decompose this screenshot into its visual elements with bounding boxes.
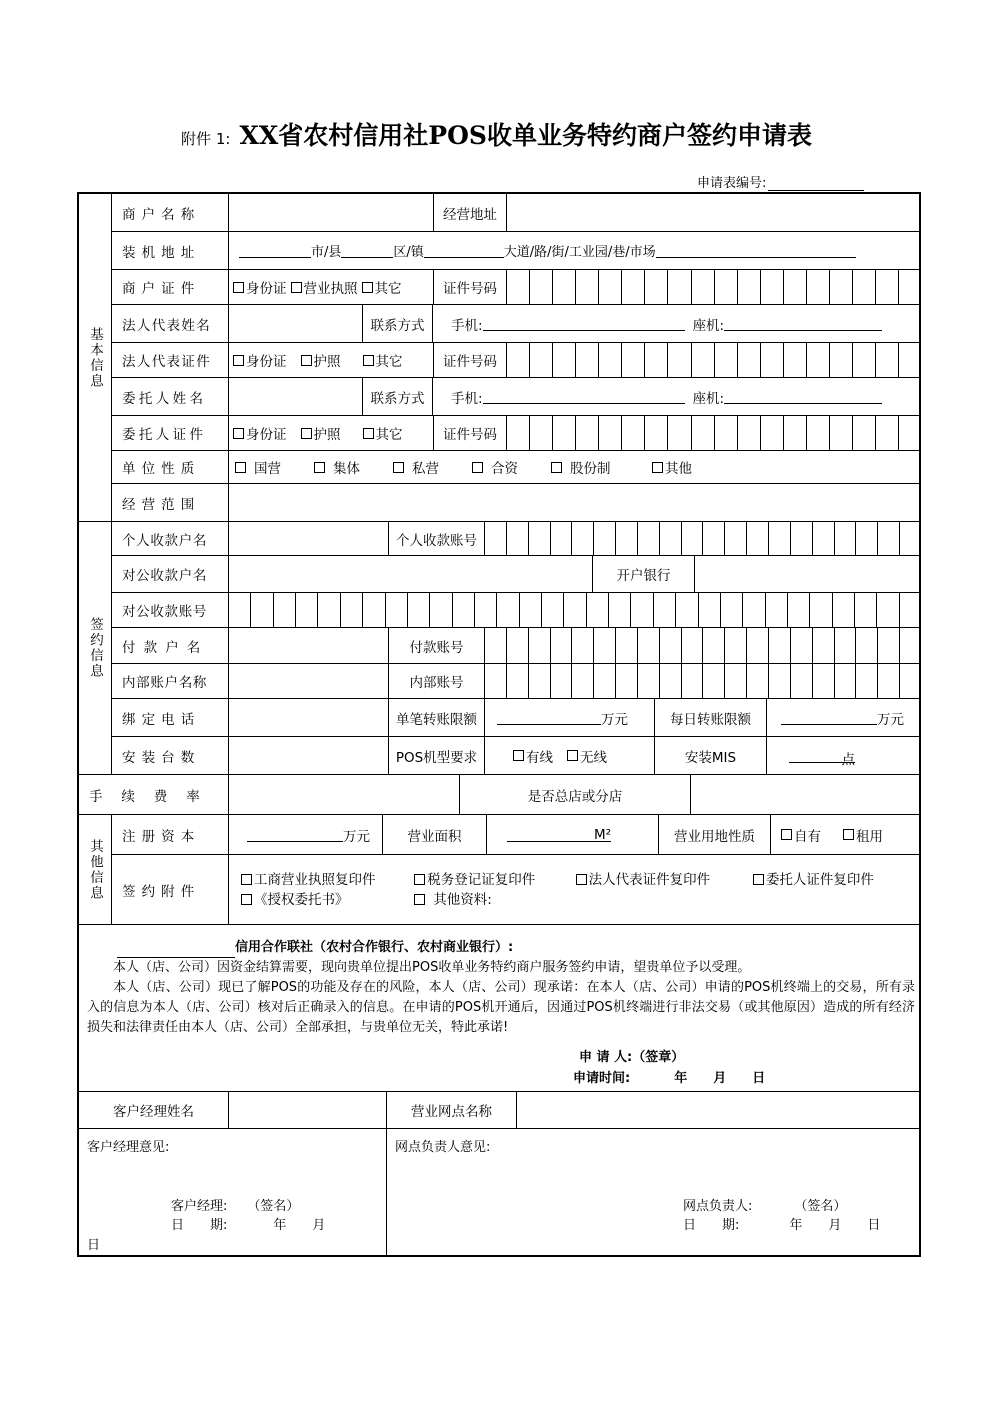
- checkbox-icon[interactable]: [233, 282, 244, 293]
- branch-name-label: 营业网点名称: [387, 1092, 517, 1129]
- option-id-card: 身份证: [246, 281, 287, 297]
- option-authorization: 《授权委托书》: [254, 891, 349, 908]
- road-label: 大道/路/街/工业园/巷/市场: [503, 245, 656, 260]
- addressee-text: 信用合作联社（农村合作银行、农村商业银行）:: [235, 940, 514, 955]
- agent-contact-label: 联系方式: [363, 378, 433, 416]
- checkbox-icon[interactable]: [567, 750, 578, 761]
- option-legal-copy: 法人代表证件复印件: [588, 871, 711, 888]
- hq-label: 是否总店或分店: [460, 775, 691, 815]
- point-unit: 点: [841, 752, 855, 768]
- agent-cert-label: 委托人证件: [112, 416, 229, 451]
- internal-acct-label: 内部账号: [389, 664, 485, 699]
- cert-no-grid[interactable]: [507, 416, 921, 451]
- option-other: 其他: [665, 461, 692, 477]
- branch-date-line: [683, 1214, 880, 1233]
- branch-sign-line: [683, 1195, 846, 1214]
- legal-name-label: 法人代表姓名: [112, 305, 229, 343]
- mobile-label: 手机:: [451, 390, 483, 407]
- option-license-copy: 工商营业执照复印件: [254, 871, 376, 888]
- daily-limit-label: 每日转账限额: [655, 699, 767, 737]
- unit-label: 万元: [343, 828, 370, 845]
- internal-name-label: 内部账户名称: [112, 664, 229, 699]
- option-id-card: 身份证: [246, 354, 287, 370]
- install-count-label: 安装台数: [112, 737, 229, 775]
- branch-opinion-label: 网点负责人意见:: [395, 1140, 491, 1155]
- biz-scope-field[interactable]: [229, 484, 921, 522]
- hq-field[interactable]: [691, 775, 921, 815]
- internal-acct-grid[interactable]: [485, 664, 921, 699]
- reg-capital-label: 注册资本: [112, 815, 229, 855]
- statement-addressee: [87, 938, 915, 958]
- option-collective: 集体: [333, 461, 360, 477]
- daily-limit-field[interactable]: [767, 699, 921, 737]
- manager-name-field[interactable]: [229, 1092, 387, 1129]
- option-rent: 租用: [856, 828, 883, 845]
- checkbox-icon[interactable]: [363, 355, 374, 366]
- option-joint: 合资: [491, 461, 518, 477]
- date-field[interactable]: 年 月 日: [789, 1218, 881, 1233]
- manager-date-day: 日: [87, 1238, 101, 1253]
- landline-label: 座机:: [692, 317, 725, 334]
- checkbox-icon[interactable]: [291, 282, 302, 293]
- checkbox-icon[interactable]: [233, 428, 244, 439]
- checkbox-icon[interactable]: [753, 874, 764, 885]
- biz-address-field[interactable]: [507, 194, 921, 232]
- legal-name-field[interactable]: [229, 305, 363, 343]
- personal-acct-label: 个人收款账号: [389, 522, 485, 556]
- checkbox-icon[interactable]: [414, 894, 425, 905]
- checkbox-icon[interactable]: [233, 355, 244, 366]
- section-other: 其他信息: [79, 815, 112, 925]
- apply-time: [573, 1067, 765, 1086]
- mobile-label: 手机:: [451, 317, 483, 334]
- personal-name-label: 个人收款户名: [112, 522, 229, 556]
- install-mis-field[interactable]: [767, 737, 921, 775]
- manager-date-line: [171, 1214, 325, 1233]
- option-other: 其它: [374, 281, 402, 297]
- section-basic: 基本信息: [79, 194, 112, 522]
- checkbox-icon[interactable]: [652, 462, 663, 473]
- cert-no-grid[interactable]: [507, 270, 921, 305]
- checkbox-icon[interactable]: [393, 462, 404, 473]
- checkbox-icon[interactable]: [301, 428, 312, 439]
- fee-field[interactable]: [229, 775, 460, 815]
- checkbox-icon[interactable]: [513, 750, 524, 761]
- application-number-field[interactable]: [768, 176, 864, 191]
- agent-contact-field[interactable]: [433, 378, 921, 416]
- checkbox-icon[interactable]: [235, 462, 246, 473]
- application-form: [77, 192, 921, 1257]
- cert-no-label: 证件号码: [434, 416, 507, 451]
- sign-note: （签名）: [794, 1199, 847, 1214]
- checkbox-icon[interactable]: [363, 428, 374, 439]
- checkbox-icon[interactable]: [241, 894, 252, 905]
- payer-acct-grid[interactable]: [485, 628, 921, 664]
- install-mis-label: 安装MIS: [655, 737, 767, 775]
- legal-cert-options[interactable]: [229, 343, 434, 378]
- biz-scope-label: 经营范围: [112, 484, 229, 522]
- option-state: 国营: [254, 461, 281, 477]
- reg-capital-field[interactable]: [229, 815, 383, 855]
- option-shareholding: 股份制: [570, 461, 611, 477]
- option-passport: 护照: [313, 354, 341, 370]
- pos-type-label: POS机型要求: [389, 737, 485, 775]
- install-address-field[interactable]: [229, 232, 921, 270]
- application-number-label: 申请表编号:: [697, 176, 767, 191]
- corp-name-label: 对公收款户名: [112, 556, 229, 593]
- payer-acct-label: 付款账号: [389, 628, 485, 664]
- district-label: 区/镇: [393, 245, 424, 260]
- section-sign: 签约信息: [79, 522, 112, 775]
- unit-nature-label: 单位性质: [112, 451, 229, 484]
- bind-phone-field[interactable]: [229, 699, 389, 737]
- sign-note: （签名）: [247, 1199, 300, 1214]
- area-unit: M²: [593, 827, 611, 843]
- land-use-options[interactable]: [771, 815, 921, 855]
- option-wireless: 无线: [580, 749, 607, 766]
- manager-sign-line: [171, 1195, 299, 1214]
- legal-contact-field[interactable]: [433, 305, 921, 343]
- date-field[interactable]: 年 月: [273, 1218, 326, 1233]
- agent-cert-options[interactable]: [229, 416, 434, 451]
- option-other-docs: 其他资料:: [433, 891, 492, 908]
- option-other: 其它: [375, 427, 403, 443]
- single-limit-field[interactable]: [485, 699, 655, 737]
- statement-p1: 本人（店、公司）因资金结算需要，现向贵单位提出POS收单业务特约商户服务签约申请，望贵单位予以受理。: [113, 960, 751, 975]
- option-license: 营业执照: [303, 281, 358, 297]
- merchant-name-label: 商户名称: [112, 194, 229, 232]
- statement-text: [87, 938, 915, 1038]
- legal-contact-label: 联系方式: [363, 305, 433, 343]
- corp-acct-grid[interactable]: [229, 593, 921, 628]
- personal-acct-grid[interactable]: [485, 522, 921, 556]
- statement-p2: 本人（店、公司）现已了解POS的功能及存在的风险，本人（店、公司）现承诺：在本人（店、公司）申请的POS机终端上的交易，所有录入的信息为本人（店、公司）核对后正确录入的信息。在申请的POS机开通后，因通过POS机终端进行非法交易（或其他原因）造成的所有经济损失和法律责任由本人（店、公司）全部承担，与贵单位无关，特此承诺!: [87, 980, 915, 1035]
- fee-label: 手续费率: [79, 775, 229, 815]
- option-passport: 护照: [313, 427, 341, 443]
- area-label: 营业面积: [383, 815, 487, 855]
- merchant-cert-label: 商户证件: [112, 270, 229, 305]
- personal-name-field[interactable]: [229, 522, 389, 556]
- unit-nature-options[interactable]: [229, 451, 921, 484]
- unit-label: 万元: [601, 711, 628, 728]
- apply-time-label: 申请时间:: [573, 1071, 631, 1086]
- branch-sign-label: 网点负责人:: [683, 1199, 753, 1214]
- attach-options[interactable]: [229, 855, 921, 925]
- option-id-card: 身份证: [246, 427, 287, 443]
- merchant-name-field[interactable]: [229, 194, 434, 232]
- bank-label: 开户银行: [593, 556, 695, 593]
- agent-name-label: 委托人姓名: [112, 378, 229, 416]
- corp-name-field[interactable]: [229, 556, 593, 593]
- pos-type-options[interactable]: [485, 737, 655, 775]
- install-address-label: 装机地址: [112, 232, 229, 270]
- checkbox-icon[interactable]: [241, 874, 252, 885]
- checkbox-icon[interactable]: [301, 355, 312, 366]
- bank-field[interactable]: [695, 556, 921, 593]
- single-limit-label: 单笔转账限额: [389, 699, 485, 737]
- checkbox-icon[interactable]: [314, 462, 325, 473]
- attach-row-1: [241, 870, 874, 890]
- attach-label: 签约附件: [112, 855, 229, 925]
- option-agent-copy: 委托人证件复印件: [765, 871, 874, 888]
- application-number: [697, 172, 864, 191]
- manager-opinion-label: 客户经理意见:: [87, 1140, 170, 1155]
- checkbox-icon[interactable]: [472, 462, 483, 473]
- option-other: 其它: [375, 354, 403, 370]
- attachment-prefix: 附件 1:: [181, 130, 231, 148]
- applicant-line: 申 请 人:（签章）: [579, 1050, 685, 1065]
- branch-name-field[interactable]: [517, 1092, 921, 1129]
- landline-label: 座机:: [692, 390, 725, 407]
- bind-phone-label: 绑定电话: [112, 699, 229, 737]
- checkbox-icon[interactable]: [843, 829, 854, 840]
- option-tax-copy: 税务登记证复印件: [427, 871, 536, 888]
- area-field[interactable]: [487, 815, 659, 855]
- corp-acct-label: 对公收款账号: [112, 593, 229, 628]
- legal-cert-label: 法人代表证件: [112, 343, 229, 378]
- land-use-label: 营业用地性质: [659, 815, 771, 855]
- checkbox-icon[interactable]: [551, 462, 562, 473]
- city-label: 市/县: [311, 245, 342, 260]
- option-private: 私营: [412, 461, 439, 477]
- cert-no-label: 证件号码: [434, 270, 507, 305]
- cert-no-grid[interactable]: [507, 343, 921, 378]
- checkbox-icon[interactable]: [781, 829, 792, 840]
- date-label: 日 期:: [683, 1218, 740, 1233]
- title-main: XX省农村信用社POS收单业务特约商户签约申请表: [239, 121, 812, 150]
- cert-no-label: 证件号码: [434, 343, 507, 378]
- checkbox-icon[interactable]: [576, 874, 587, 885]
- checkbox-icon[interactable]: [414, 874, 425, 885]
- checkbox-icon[interactable]: [362, 282, 373, 293]
- option-own: 自有: [794, 828, 821, 845]
- date-label: 日 期:: [171, 1218, 228, 1233]
- merchant-cert-options[interactable]: [229, 270, 434, 305]
- manager-sign-label: 客户经理:: [171, 1199, 228, 1214]
- payer-name-label: 付款户名: [112, 628, 229, 664]
- payer-name-field[interactable]: [229, 628, 389, 664]
- form-title: [0, 116, 993, 152]
- agent-name-field[interactable]: [229, 378, 363, 416]
- manager-name-label: 客户经理姓名: [79, 1092, 229, 1129]
- biz-address-label: 经营地址: [434, 194, 507, 232]
- attach-row-2: [241, 890, 492, 910]
- install-count-field[interactable]: [229, 737, 389, 775]
- apply-date-field[interactable]: 年 月 日: [674, 1071, 766, 1086]
- option-wired: 有线: [526, 749, 553, 766]
- unit-label: 万元: [877, 711, 904, 728]
- internal-name-field[interactable]: [229, 664, 389, 699]
